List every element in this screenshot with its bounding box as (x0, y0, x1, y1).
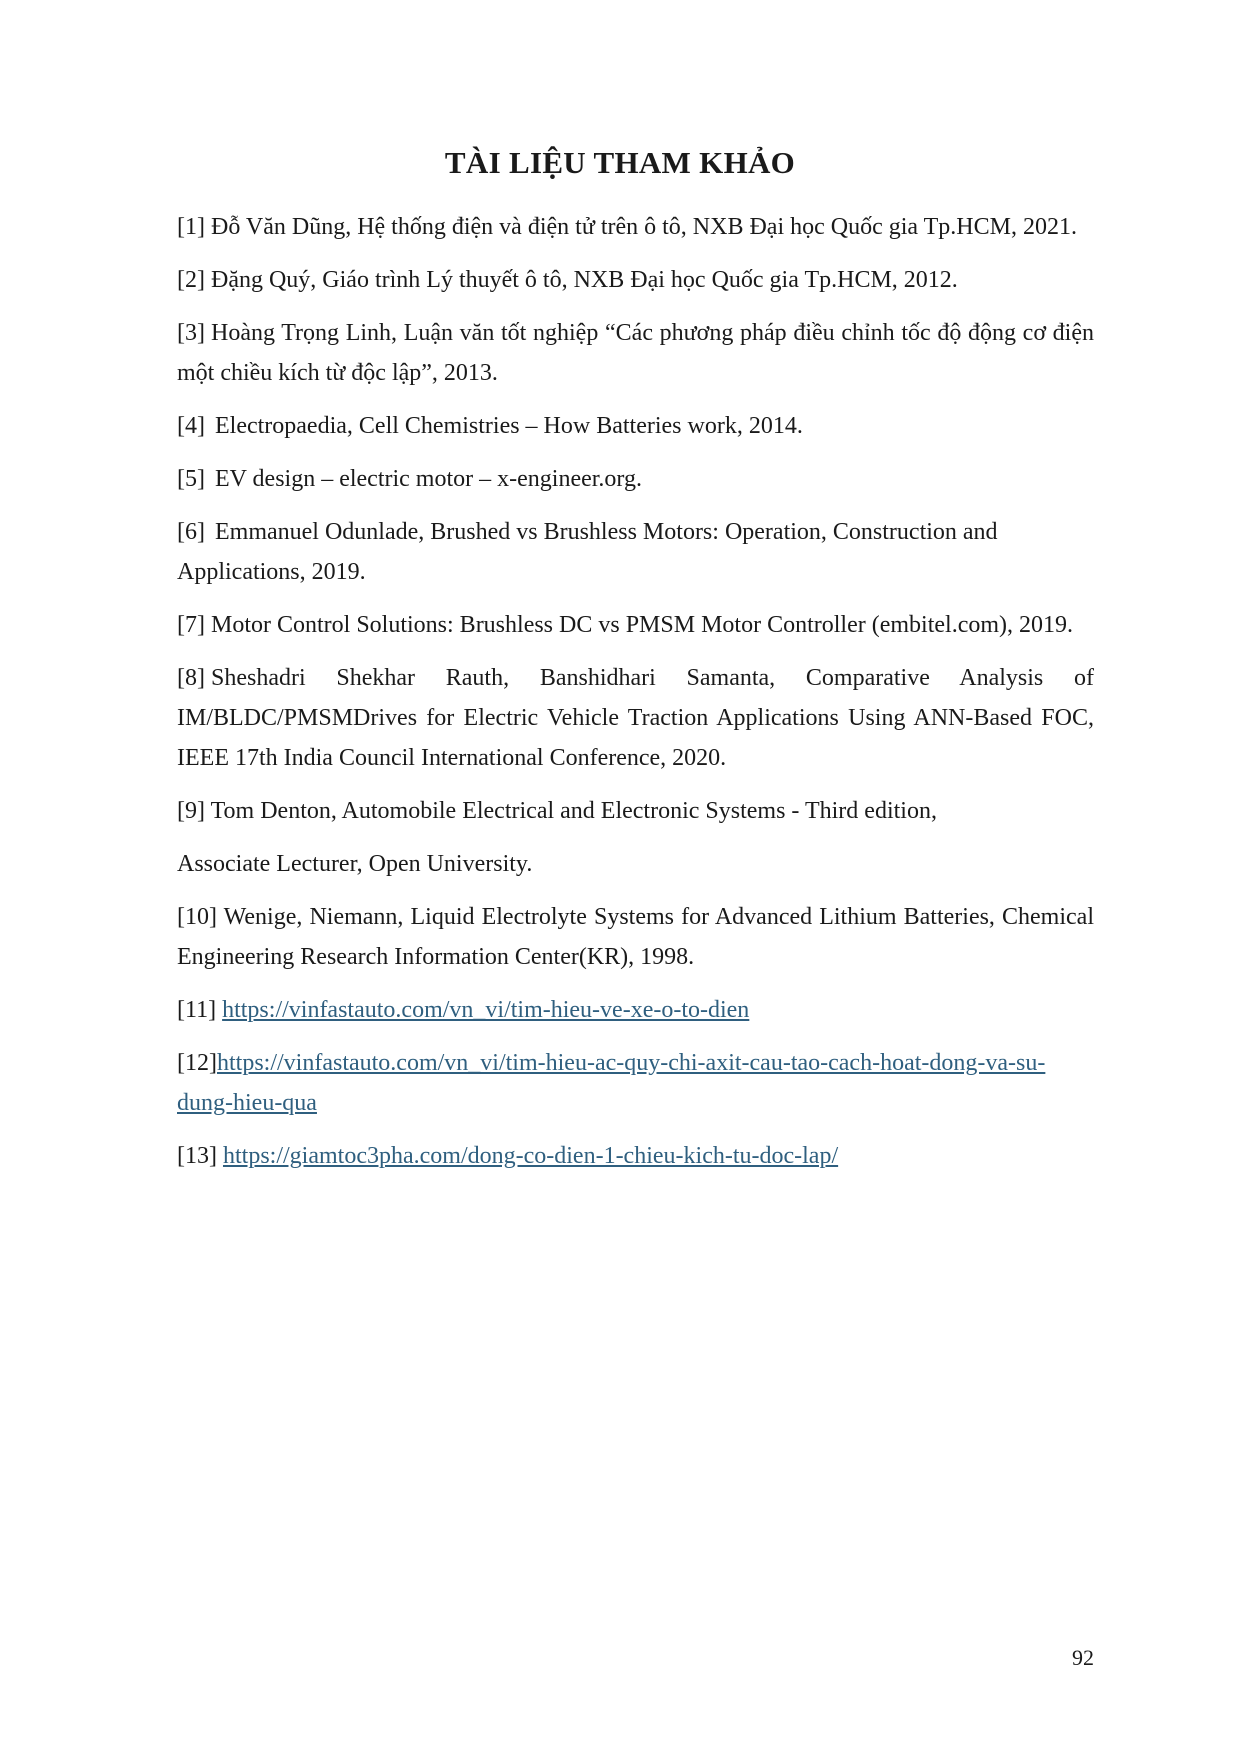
reference-label: [5] (177, 466, 205, 492)
reference-label: [11] (177, 997, 217, 1023)
reference-text: Emmanuel Odunlade, Brushed vs Brushless Motors: Operation, Construction and Applications, 2019. (177, 519, 998, 585)
reference-item (177, 1136, 1094, 1176)
reference-text: Associate Lecturer, Open University. (177, 851, 533, 877)
reference-item (177, 260, 1094, 300)
reference-label: [13] (177, 1143, 217, 1169)
reference-item (177, 791, 1094, 831)
reference-text: EV design – electric motor – x-engineer.org. (214, 466, 642, 492)
reference-label: [12] (177, 1050, 217, 1076)
reference-item (177, 313, 1094, 393)
reference-label: [3] (177, 320, 205, 346)
reference-item (177, 990, 1094, 1030)
reference-label: [8] (177, 665, 205, 691)
reference-text: Hoàng Trọng Linh, Luận văn tốt nghiệp “Các phương pháp điều chỉnh tốc độ động cơ điện một chiều kích từ độc lập”, 2013. (177, 320, 1094, 386)
reference-text: Tom Denton, Automobile Electrical and Electronic Systems - Third edition, (210, 798, 937, 824)
reference-text: Motor Control Solutions: Brushless DC vs PMSM Motor Controller (embitel.com), 2019. (210, 612, 1074, 638)
reference-label: [1] (177, 214, 205, 240)
reference-item (177, 207, 1094, 247)
reference-text: Electropaedia, Cell Chemistries – How Batteries work, 2014. (214, 413, 803, 439)
reference-text: Sheshadri Shekhar Rauth, Banshidhari Samanta, Comparative Analysis of IM/BLDC/PMSMDrives for Electric Vehicle Traction Applications Using ANN-Based FOC, IEEE 17th India Council International Conference, 2020. (177, 665, 1094, 771)
reference-link[interactable]: https://vinfastauto.com/vn_vi/tim-hieu-ve-xe-o-to-dien (222, 997, 750, 1023)
reference-text: Đỗ Văn Dũng, Hệ thống điện và điện tử trên ô tô, NXB Đại học Quốc gia Tp.HCM, 2021. (210, 214, 1077, 240)
reference-link[interactable]: https://giamtoc3pha.com/dong-co-dien-1-chieu-kich-tu-doc-lap/ (222, 1143, 839, 1169)
page-number: 92 (1072, 1645, 1094, 1670)
reference-item (177, 605, 1094, 645)
reference-list (177, 207, 1094, 1189)
reference-label: [10] (177, 904, 217, 930)
reference-text: Đặng Quý, Giáo trình Lý thuyết ô tô, NXB Đại học Quốc gia Tp.HCM, 2012. (210, 267, 958, 293)
reference-item (177, 897, 1094, 977)
reference-item (177, 1043, 1094, 1123)
reference-text: Wenige, Niemann, Liquid Electrolyte Systems for Advanced Lithium Batteries, Chemical Engineering Research Information Center(KR), 1998. (177, 904, 1094, 970)
reference-item (177, 844, 1094, 884)
reference-label: [4] (177, 413, 205, 439)
reference-item (177, 512, 1094, 592)
reference-item (177, 459, 1094, 499)
reference-label: [7] (177, 612, 205, 638)
reference-item (177, 658, 1094, 778)
reference-item (177, 406, 1094, 446)
page-title: TÀI LIỆU THAM KHẢO (444, 145, 796, 180)
reference-label: [6] (177, 519, 205, 545)
reference-link[interactable]: https://vinfastauto.com/vn_vi/tim-hieu-ac-quy-chi-axit-cau-tao-cach-hoat-dong-va-su-dung-hieu-qua (177, 1050, 1046, 1116)
reference-label: [9] (177, 798, 205, 824)
reference-label: [2] (177, 267, 205, 293)
